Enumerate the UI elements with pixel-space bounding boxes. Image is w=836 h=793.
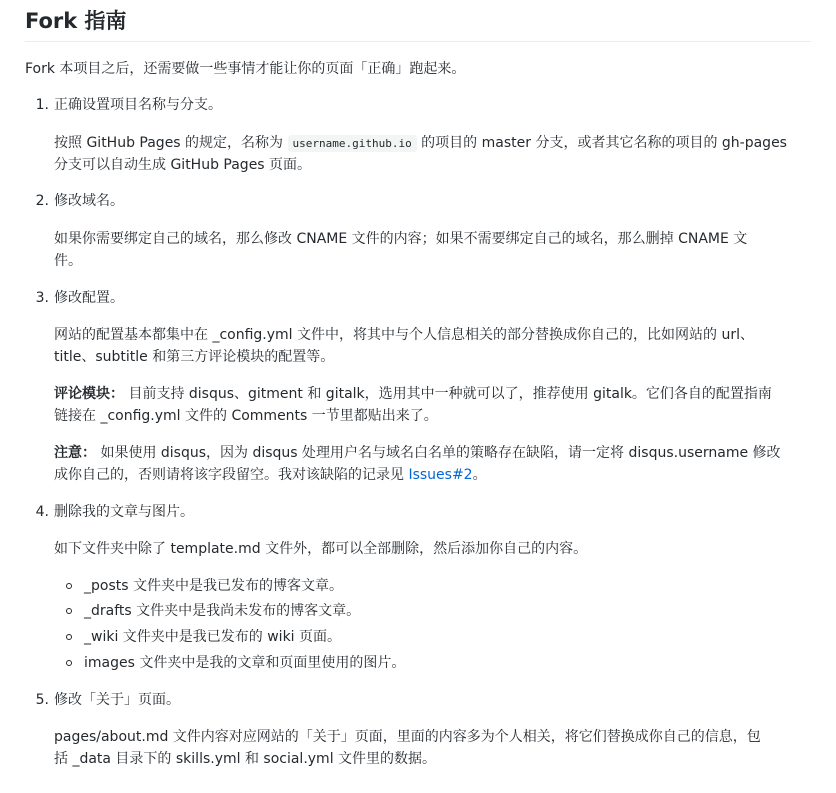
step-1-paragraph-line-2: 分支可以自动生成 GitHub Pages 页面。 xyxy=(54,157,312,173)
intro-paragraph: Fork 本项目之后，还需要做一些事情才能让你的页面「正确」跑起来。 xyxy=(25,61,466,77)
list-bullet xyxy=(66,634,72,640)
note-text: 如果使用 disqus，因为 disqus 处理用户名与域名白名单的策略存在缺陷，请一定将 disqus.username 修改 xyxy=(96,445,781,461)
step-3-config-line-1: 网站的配置基本都集中在 _config.yml 文件中，将其中与个人信息相关的部分替换成你自己的，比如网站的 url、 xyxy=(54,327,754,343)
step-3-comment-line-1 xyxy=(54,383,772,405)
step-1-number: 1. xyxy=(35,97,49,113)
step-3-config-line-2: title、subtitle 和第三方评论模块的配置等。 xyxy=(54,349,335,365)
step-1-text-b: 的项目的 master 分支，或者其它名称的项目的 gh-pages xyxy=(416,135,787,151)
note-label: 注意： xyxy=(54,445,96,461)
list-bullet xyxy=(66,583,72,589)
folder-list-item: _posts 文件夹中是我已发布的博客文章。 xyxy=(84,578,343,594)
step-1-paragraph-line-1 xyxy=(54,132,787,155)
list-bullet xyxy=(66,660,72,666)
step-3-number: 3. xyxy=(35,290,49,306)
step-4-title: 删除我的文章与图片。 xyxy=(54,504,194,520)
step-4-number: 4. xyxy=(35,504,49,520)
step-1-text-a: 按照 GitHub Pages 的规定，名称为 xyxy=(54,135,288,151)
folder-list-item: _wiki 文件夹中是我已发布的 wiki 页面。 xyxy=(84,629,342,645)
note-text-end: 。 xyxy=(472,467,487,483)
folder-list-item: images 文件夹中是我的文章和页面里使用的图片。 xyxy=(84,655,406,671)
issues-link[interactable]: Issues#2 xyxy=(408,467,473,483)
step-2-line-1: 如果你需要绑定自己的域名，那么修改 CNAME 文件的内容；如果不需要绑定自己的域名，那么删掉 CNAME 文 xyxy=(54,231,748,247)
step-2-line-2: 件。 xyxy=(54,253,82,269)
step-5-title: 修改「关于」页面。 xyxy=(54,692,180,708)
note-text-2: 成你自己的，否则请将该字段留空。我对该缺陷的记录见 xyxy=(54,467,409,483)
comment-module-label: 评论模块： xyxy=(54,386,124,402)
list-bullet xyxy=(66,608,72,614)
title-divider xyxy=(25,41,811,42)
step-2-title: 修改域名。 xyxy=(54,193,124,209)
step-4-description: 如下文件夹中除了 template.md 文件外，都可以全部删除，然后添加你自己的内容。 xyxy=(54,541,588,557)
step-3-note-line-2 xyxy=(54,464,487,486)
step-5-line-2: 括 _data 目录下的 skills.yml 和 social.yml 文件里的数据。 xyxy=(54,751,437,767)
step-2-number: 2. xyxy=(35,193,49,209)
folder-list-item: _drafts 文件夹中是我尚未发布的博客文章。 xyxy=(84,603,361,619)
step-5-number: 5. xyxy=(35,692,49,708)
page-title: Fork 指南 xyxy=(25,9,127,33)
comment-module-text: 目前支持 disqus、gitment 和 gitalk，选用其中一种就可以了，推荐使用 gitalk。它们各自的配置指南 xyxy=(124,386,772,402)
repo-name-code: username.github.io xyxy=(288,135,417,152)
step-5-line-1: pages/about.md 文件内容对应网站的「关于」页面，里面的内容多为个人相关，将它们替换成你自己的信息，包 xyxy=(54,729,761,745)
step-3-title: 修改配置。 xyxy=(54,290,124,306)
step-3-comment-line-2: 链接在 _config.yml 文件的 Comments 一节里都贴出来了。 xyxy=(54,408,438,424)
step-3-note-line-1 xyxy=(54,442,781,464)
step-1-title: 正确设置项目名称与分支。 xyxy=(54,97,222,113)
